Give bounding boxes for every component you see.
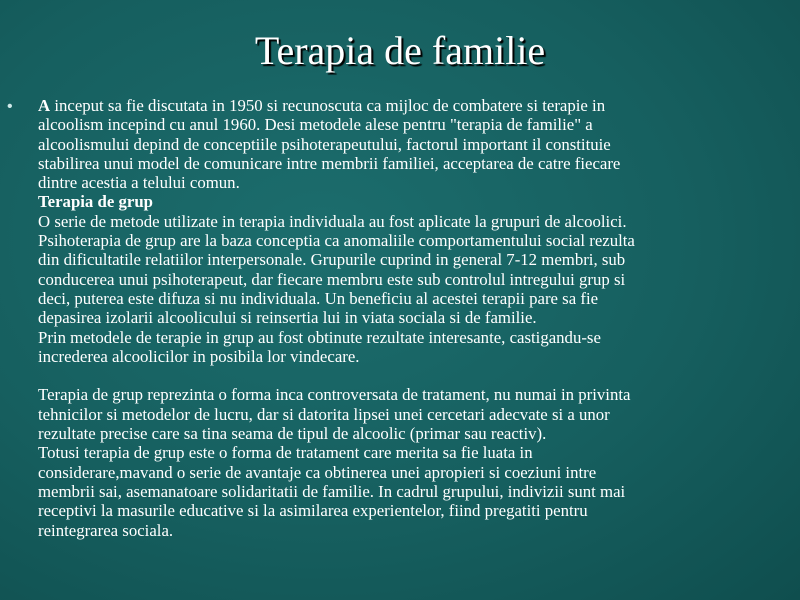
body-line: receptivi la masurile educative si la asimilarea experientelor, fiind pregatiti pentru (38, 501, 588, 521)
body-line: O serie de metode utilizate in terapia individuala au fost aplicate la grupuri de alcoolici. (38, 211, 627, 231)
body-line: rezultate precise care sa tina seama de tipul de alcoolic (primar sau reactiv). (38, 424, 547, 444)
blank-line (38, 366, 778, 385)
body-line: depasirea izolarii alcoolicului si reinsertia lui in viata sociala si de familie. (38, 308, 537, 328)
body-line: alcoolism incepind cu anul 1960. Desi metodele alese pentru "terapia de familie" a (38, 115, 593, 135)
body-line: tehnicilor si metodelor de lucru, dar si datorita lipsei unei cercetari adecvate si a unor (38, 404, 610, 424)
body-line: Psihoterapia de grup are la baza conceptia ca anomaliile comportamentului social rezulta (38, 231, 635, 251)
body-line: deci, puterea este difuza si nu individuala. Un beneficiu al acestei terapii pare sa fie (38, 288, 599, 308)
body-line (38, 96, 778, 115)
body-line: dintre acestia a telului comun. (38, 173, 240, 193)
body-line: Prin metodele de terapie in grup au fost obtinute rezultate interesante, castigandu-se (38, 327, 601, 347)
body-line: stabilirea unui model de comunicare intre membrii familiei, acceptarea de catre fiecare (38, 153, 621, 173)
body-line: din dificultatile relatiilor interpersonale. Grupurile cuprind in general 7-12 membri, sub (38, 250, 626, 270)
body-line: alcoolismului depind de conceptiile psihoterapeutului, factorul important il constituie (38, 134, 611, 154)
body-line: membrii sai, asemanatoare solidaritatii de familie. In cadrul grupului, indivizii sunt mai (38, 481, 626, 501)
slide-title: Terapia de familie (254, 28, 546, 73)
body-line: Totusi terapia de grup este o forma de tratament care merita sa fie luata in (38, 443, 533, 463)
body-line: reintegrarea sociala. (38, 520, 174, 540)
slide-body (38, 96, 778, 540)
body-line-text: inceput sa fie discutata in 1950 si recunoscuta ca mijloc de combatere si terapie in (50, 96, 606, 115)
subheading: Terapia de grup (38, 192, 154, 212)
body-line: increderea alcoolicilor in posibila lor vindecare. (38, 346, 360, 366)
body-line: Terapia de grup reprezinta o forma inca controversata de tratament, nu numai in privinta (38, 385, 631, 405)
body-line: considerare,mavand o serie de avantaje ca obtinerea unei apropieri si coeziuni intre (38, 462, 597, 482)
bullet-point: • (7, 98, 13, 115)
lead-letter: A (38, 96, 51, 115)
body-line: conducerea unui psihoterapeut, dar fiecare membru este sub controlul intregului grup si (38, 269, 626, 289)
